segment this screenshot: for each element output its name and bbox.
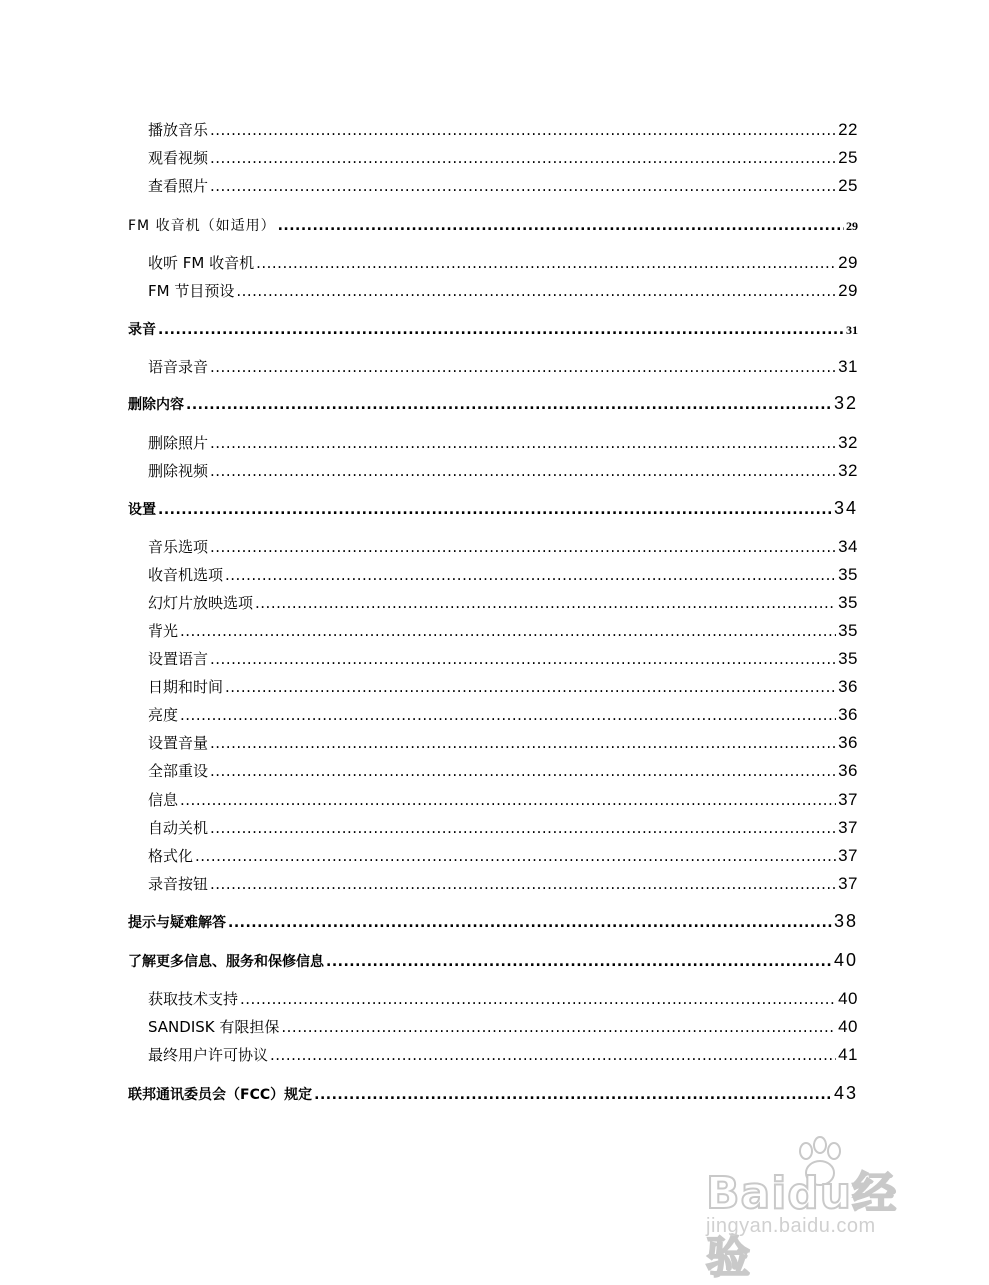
toc-entry bbox=[148, 845, 858, 866]
toc-entry bbox=[148, 789, 858, 810]
toc-entry-title: 信息 bbox=[148, 791, 179, 809]
toc-entry-page: 31 bbox=[838, 357, 858, 376]
toc-entry bbox=[148, 564, 858, 585]
toc-entry-page: 37 bbox=[838, 818, 858, 837]
toc-entry-title: 幻灯片放映选项 bbox=[148, 594, 254, 612]
toc-entry bbox=[148, 704, 858, 725]
leader-dots bbox=[228, 915, 832, 931]
toc-entry-title: 自动关机 bbox=[148, 819, 209, 837]
leader-dots bbox=[225, 566, 836, 584]
toc-entry-title: SANDISK 有限担保 bbox=[148, 1018, 280, 1036]
toc-entry bbox=[148, 536, 858, 557]
leader-dots bbox=[255, 594, 836, 612]
toc-entry bbox=[148, 648, 858, 669]
leader-dots bbox=[210, 121, 836, 139]
leader-dots bbox=[281, 1018, 836, 1036]
toc-entry-page: 35 bbox=[838, 565, 858, 584]
toc-section-title: 录音 bbox=[128, 322, 156, 338]
leader-dots bbox=[210, 762, 836, 780]
toc-section bbox=[128, 393, 858, 414]
toc-section bbox=[128, 498, 858, 519]
toc-entry bbox=[148, 873, 858, 894]
toc-entry-page: 35 bbox=[838, 621, 858, 640]
leader-dots bbox=[210, 734, 836, 752]
leader-dots bbox=[278, 218, 844, 234]
toc-entry-page: 36 bbox=[838, 733, 858, 752]
toc-entry bbox=[148, 1016, 858, 1037]
toc-section-page: 38 bbox=[833, 911, 858, 931]
toc-entry-title: 亮度 bbox=[148, 706, 179, 724]
toc-entry-page: 40 bbox=[838, 989, 858, 1008]
toc-entry-page: 36 bbox=[838, 705, 858, 724]
toc-section-title: 设置 bbox=[128, 502, 156, 518]
toc-entry-title: 收听 FM 收音机 bbox=[148, 254, 255, 272]
toc-entry-page: 34 bbox=[838, 537, 858, 556]
toc-entry bbox=[148, 760, 858, 781]
toc-entry-title: 设置语言 bbox=[148, 650, 209, 668]
leader-dots bbox=[210, 538, 836, 556]
toc-entry-page: 40 bbox=[838, 1017, 858, 1036]
toc-entry-page: 32 bbox=[838, 433, 858, 452]
leader-dots bbox=[225, 678, 836, 696]
toc-entry-title: 语音录音 bbox=[148, 358, 209, 376]
toc-entry bbox=[148, 592, 858, 613]
leader-dots bbox=[180, 791, 836, 809]
leader-dots bbox=[195, 847, 836, 865]
toc-entry-page: 29 bbox=[838, 281, 858, 300]
toc-section-page: 32 bbox=[833, 393, 858, 413]
leader-dots bbox=[210, 462, 836, 480]
toc-entry bbox=[148, 988, 858, 1009]
toc-entry bbox=[148, 175, 858, 196]
toc-entry-title: 全部重设 bbox=[148, 762, 209, 780]
toc-entry-title: 最终用户许可协议 bbox=[148, 1046, 269, 1064]
toc-entry-title: 音乐选项 bbox=[148, 538, 209, 556]
toc-entry bbox=[148, 280, 858, 301]
watermark-url: jingyan.baidu.com bbox=[706, 1215, 876, 1237]
leader-dots bbox=[210, 358, 836, 376]
leader-dots bbox=[186, 397, 832, 413]
leader-dots bbox=[256, 254, 836, 272]
toc-section-title: 联邦通讯委员会（FCC）规定 bbox=[128, 1087, 313, 1103]
toc-section-page: 43 bbox=[833, 1083, 858, 1103]
toc-entry-title: 播放音乐 bbox=[148, 121, 209, 139]
toc-entry-title: FM 节目预设 bbox=[148, 282, 235, 300]
toc-entry-title: 查看照片 bbox=[148, 177, 209, 195]
toc-entry bbox=[148, 676, 858, 697]
toc-entry bbox=[148, 147, 858, 168]
leader-dots bbox=[210, 434, 836, 452]
toc-section-page: 31 bbox=[846, 323, 858, 337]
leader-dots bbox=[180, 622, 836, 640]
toc-entry-page: 32 bbox=[838, 461, 858, 480]
toc-entry-page: 25 bbox=[838, 148, 858, 167]
toc-entry-page: 35 bbox=[838, 649, 858, 668]
toc-entry bbox=[148, 432, 858, 453]
leader-dots bbox=[314, 1087, 832, 1103]
leader-dots bbox=[270, 1046, 836, 1064]
toc-entry-page: 37 bbox=[838, 874, 858, 893]
toc-entry-page: 22 bbox=[838, 120, 858, 139]
toc-entry-page: 25 bbox=[838, 176, 858, 195]
toc-section bbox=[128, 319, 858, 339]
toc-entry-title: 删除照片 bbox=[148, 434, 209, 452]
toc-section-page: 34 bbox=[833, 498, 858, 518]
toc-entry-title: 删除视频 bbox=[148, 462, 209, 480]
watermark-logo: Baidu经验 bbox=[706, 1168, 898, 1283]
toc-entry bbox=[148, 460, 858, 481]
toc-section-title: FM 收音机（如适用） bbox=[128, 218, 276, 234]
leader-dots bbox=[210, 819, 836, 837]
toc-entry bbox=[148, 356, 858, 377]
toc-section-title: 提示与疑难解答 bbox=[128, 915, 226, 931]
toc-entry bbox=[148, 1044, 858, 1065]
toc-entry-page: 29 bbox=[838, 253, 858, 272]
leader-dots bbox=[326, 954, 832, 970]
leader-dots bbox=[210, 149, 836, 167]
toc-entry-title: 格式化 bbox=[148, 847, 194, 865]
toc-section-title: 了解更多信息、服务和保修信息 bbox=[128, 954, 324, 970]
toc-entry-page: 37 bbox=[838, 846, 858, 865]
toc-section-page: 40 bbox=[833, 950, 858, 970]
baidu-jingyan-watermark bbox=[700, 1135, 940, 1283]
toc-entry-title: 设置音量 bbox=[148, 734, 209, 752]
toc-entry-title: 背光 bbox=[148, 622, 179, 640]
toc-entry-title: 获取技术支持 bbox=[148, 990, 239, 1008]
toc-entry-page: 37 bbox=[838, 790, 858, 809]
toc-entry-title: 观看视频 bbox=[148, 149, 209, 167]
toc-section bbox=[128, 215, 858, 235]
leader-dots bbox=[240, 990, 836, 1008]
toc-entry bbox=[148, 732, 858, 753]
toc-entry-page: 36 bbox=[838, 677, 858, 696]
toc-entry bbox=[148, 817, 858, 838]
leader-dots bbox=[158, 322, 844, 338]
leader-dots bbox=[158, 502, 832, 518]
leader-dots bbox=[210, 650, 836, 668]
toc-entry-page: 36 bbox=[838, 761, 858, 780]
leader-dots bbox=[236, 282, 836, 300]
toc-entry bbox=[148, 620, 858, 641]
toc-section bbox=[128, 911, 858, 932]
toc-entry-title: 收音机选项 bbox=[148, 566, 224, 584]
toc-section bbox=[128, 1083, 858, 1104]
leader-dots bbox=[210, 177, 836, 195]
toc-section-title: 删除内容 bbox=[128, 397, 184, 413]
toc-entry-page: 41 bbox=[838, 1045, 858, 1064]
toc-entry bbox=[148, 252, 858, 273]
toc-entry-title: 日期和时间 bbox=[148, 678, 224, 696]
leader-dots bbox=[210, 875, 836, 893]
toc-entry-title: 录音按钮 bbox=[148, 875, 209, 893]
leader-dots bbox=[180, 706, 836, 724]
toc-section-page: 29 bbox=[846, 219, 858, 233]
toc-entry bbox=[148, 119, 858, 140]
toc-entry-page: 35 bbox=[838, 593, 858, 612]
toc-section bbox=[128, 950, 858, 971]
